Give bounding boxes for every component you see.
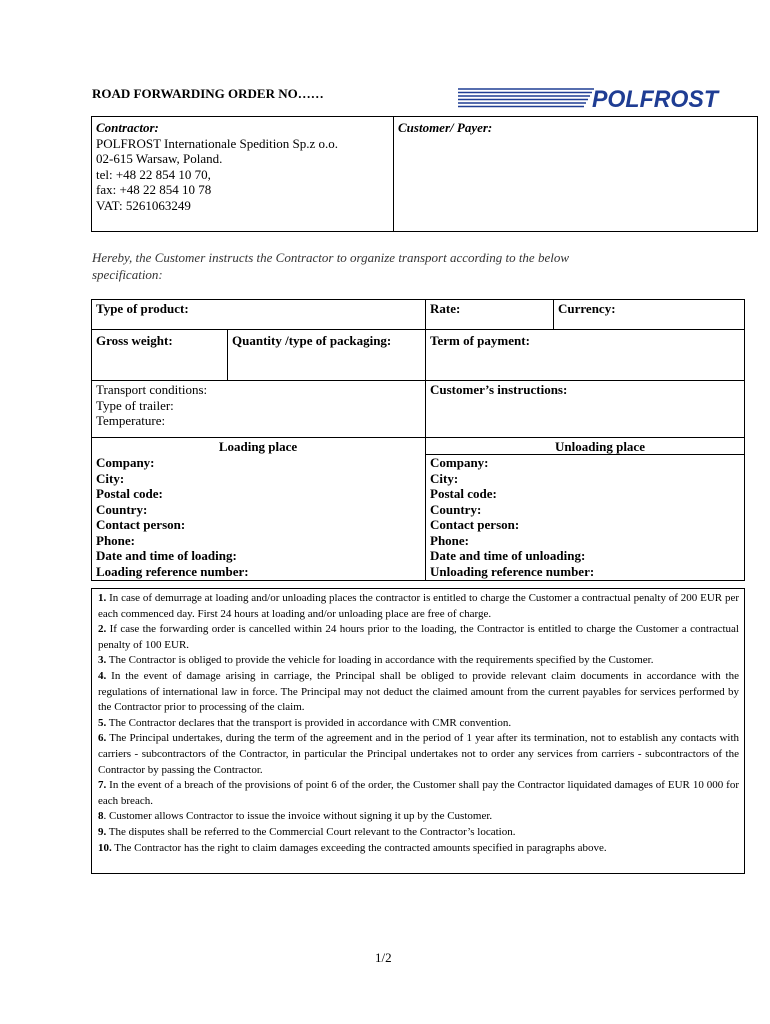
- term-item: 10. The Contractor has the right to claim damages exceeding the contracted amounts specified in paragraphs above.: [98, 841, 607, 854]
- loading-country-label: Country:: [96, 501, 148, 517]
- contractor-line: POLFROST Internationale Spedition Sp.z o.o.: [96, 135, 339, 151]
- intro-text: Hereby, the Customer instructs the Contractor to organize transport according to the below specification:: [92, 250, 570, 282]
- unloading-place-block[interactable]: [430, 455, 594, 579]
- term-of-payment-field[interactable]: Term of payment:: [430, 333, 530, 348]
- term-item: 8. Customer allows Contractor to issue the invoice without signing it up by the Customer.: [98, 810, 493, 823]
- term-item: 6. The Principal undertakes, during the term of the agreement and in the period of 1 year after its termination, not to establish any contacts with carriers - subcontractors of the Contractor, in particular the Principal undertakes not to order any services from carriers - subcontractors of the Contractor by passing the Contractor.: [98, 732, 739, 776]
- customer-payer-box[interactable]: [394, 116, 758, 232]
- term-item: 3. The Contractor is obliged to provide the vehicle for loading in accordance with the requirements specified by the Customer.: [98, 654, 654, 667]
- loading-reference-label: Loading reference number:: [96, 563, 249, 579]
- term-item: 5. The Contractor declares that the transport is provided in accordance with CMR convention.: [98, 716, 512, 729]
- unloading-phone-label: Phone:: [430, 532, 469, 548]
- term-item: 2. If case the forwarding order is cancelled within 24 hours prior to the loading, the Contractor is entitled to charge the Customer a contractual penalty of 100 EUR.: [98, 623, 739, 651]
- transport-conditions-label: Transport conditions:: [96, 382, 208, 397]
- unloading-postal-code-label: Postal code:: [430, 486, 497, 501]
- contractor-line: VAT: 5261063249: [96, 197, 191, 213]
- page-number: 1/2: [375, 950, 392, 965]
- trailer-type-label: Type of trailer:: [96, 397, 174, 413]
- quantity-packaging-field[interactable]: Quantity /type of packaging:: [232, 333, 392, 348]
- loading-company-label: Company:: [96, 455, 155, 470]
- unloading-reference-label: Unloading reference number:: [430, 563, 595, 579]
- term-item: 9. The disputes shall be referred to the Commercial Court relevant to the Contractor’s location.: [98, 825, 516, 838]
- transport-conditions-block[interactable]: [96, 382, 207, 429]
- unloading-place-heading: Unloading place: [555, 439, 645, 454]
- loading-city-label: City:: [96, 470, 125, 486]
- contractor-label: Contractor:: [96, 120, 159, 135]
- contractor-box: [91, 116, 394, 232]
- contractor-line: 02-615 Warsaw, Poland.: [96, 151, 223, 166]
- loading-phone-label: Phone:: [96, 532, 135, 548]
- unloading-contact-person-label: Contact person:: [430, 517, 520, 532]
- loading-place-heading: Loading place: [218, 439, 298, 454]
- document-title: ROAD FORWARDING ORDER NO……: [92, 86, 324, 101]
- loading-date-time-label: Date and time of loading:: [96, 548, 237, 563]
- terms-and-conditions: [91, 588, 745, 874]
- term-item: 1. In case of demurrage at loading and/or unloading places the contractor is entitled to charge the Customer a contractual penalty of 200 EUR per each commenced day. First 24 hours at loading and/or unloading place are free of charge.: [98, 592, 739, 620]
- temperature-label: Temperature:: [96, 413, 166, 428]
- polfrost-logo: [456, 84, 720, 110]
- unloading-company-label: Company:: [430, 455, 489, 470]
- gross-weight-field[interactable]: Gross weight:: [96, 333, 173, 348]
- contractor-line: tel: +48 22 854 10 70,: [96, 166, 211, 182]
- loading-contact-person-label: Contact person:: [96, 517, 186, 532]
- customer-instructions-field[interactable]: Customer’s instructions:: [430, 382, 568, 397]
- loading-place-block[interactable]: [96, 455, 249, 579]
- currency-field[interactable]: Currency:: [558, 301, 616, 316]
- unloading-country-label: Country:: [430, 501, 482, 517]
- loading-postal-code-label: Postal code:: [96, 486, 163, 501]
- term-item: 7. In the event of a breach of the provisions of point 6 of the order, the Customer shall pay the Contractor liquidated damages of EUR 10 000 for each breach.: [98, 779, 739, 807]
- unloading-city-label: City:: [430, 470, 459, 486]
- svg-text:POLFROST: POLFROST: [592, 86, 720, 110]
- contractor-line: fax: +48 22 854 10 78: [96, 182, 212, 197]
- rate-field[interactable]: Rate:: [430, 301, 461, 316]
- customer-payer-label: Customer/ Payer:: [398, 120, 493, 135]
- type-of-product-field[interactable]: Type of product:: [96, 301, 189, 316]
- unloading-date-time-label: Date and time of unloading:: [430, 548, 586, 563]
- term-item: 4. In the event of damage arising in carriage, the Principal shall be obliged to provide relevant claim documents in accordance with the regulations of international law in force. The Principal may not deduct the claimed amount from the current payables for services performed by the Contractor prior to processing of the claim.: [98, 669, 739, 714]
